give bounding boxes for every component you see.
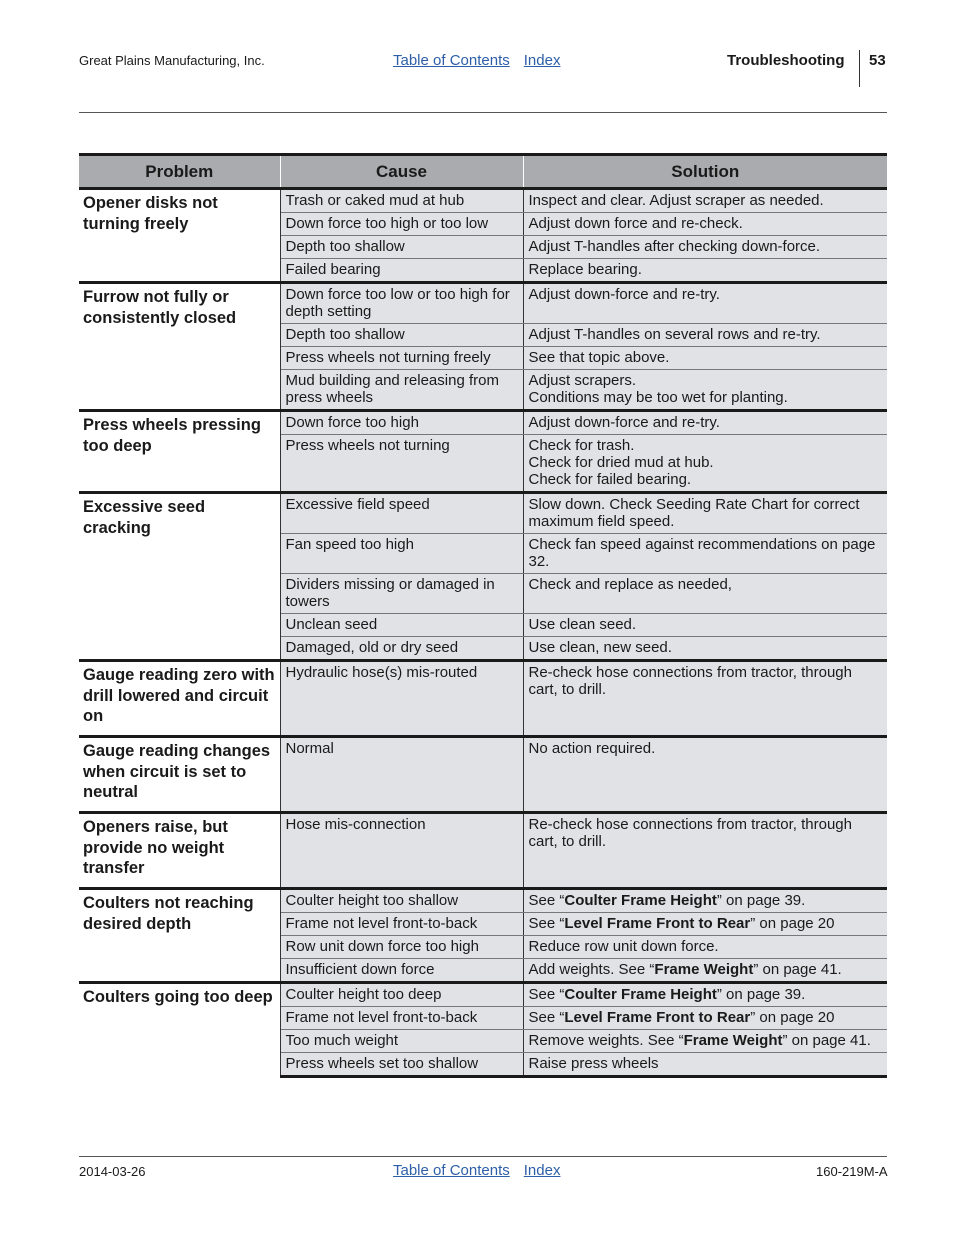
header-links [393, 52, 574, 69]
cause-cell: Down force too low or too high for depth setting [280, 283, 523, 324]
troubleshooting-table [79, 153, 887, 1078]
solution-line: Slow down. Check Seeding Rate Chart for correct maximum field speed. [528, 496, 860, 530]
problem-cell: Coulters not reaching desired depth [79, 889, 280, 983]
problem-cell: Opener disks not turning freely [79, 189, 280, 283]
cause-cell: Fan speed too high [280, 534, 523, 574]
solution-cell [523, 236, 887, 259]
header-index-link[interactable]: Index [523, 52, 561, 69]
solution-cell [523, 983, 887, 1007]
cause-cell: Hose mis-connection [280, 813, 523, 889]
solution-text: See “ [528, 1009, 565, 1026]
solution-cell [523, 534, 887, 574]
solution-line: Check for trash. [528, 437, 635, 454]
solution-cell [523, 1053, 887, 1077]
table-row [79, 411, 887, 435]
solution-line: Raise press wheels [528, 1055, 659, 1072]
solution-cell [523, 813, 887, 889]
cause-cell: Trash or caked mud at hub [280, 189, 523, 213]
solution-line: Reduce row unit down force. [528, 938, 719, 955]
cause-cell: Dividers missing or damaged in towers [280, 574, 523, 614]
problem-cell: Openers raise, but provide no weight transfer [79, 813, 280, 889]
solution-reference: Level Frame Front to Rear [564, 1009, 751, 1026]
solution-text: ” on page 41. [753, 961, 842, 978]
table-row [79, 889, 887, 913]
solution-line: No action required. [528, 740, 656, 757]
solution-text: Remove weights. See “ [528, 1032, 684, 1049]
solution-line: Check and replace as needed, [528, 576, 732, 593]
cause-cell: Normal [280, 737, 523, 813]
solution-text: Add weights. See “ [528, 961, 655, 978]
cause-cell: Too much weight [280, 1030, 523, 1053]
solution-line: Use clean seed. [528, 616, 637, 633]
cause-cell: Mud building and releasing from press wheels [280, 370, 523, 411]
solution-cell [523, 259, 887, 283]
cause-cell: Excessive field speed [280, 493, 523, 534]
solution-cell [523, 493, 887, 534]
solution-cell [523, 411, 887, 435]
header-toc-link[interactable]: Table of Contents [393, 52, 510, 69]
column-header-cause: Cause [280, 155, 523, 189]
solution-text: ” on page 20 [750, 1009, 835, 1026]
solution-reference: Frame Weight [683, 1032, 783, 1049]
table-row [79, 983, 887, 1007]
footer-toc-link[interactable]: Table of Contents [393, 1162, 510, 1179]
solution-line: Adjust T-handles on several rows and re-try. [528, 326, 821, 343]
solution-cell [523, 1007, 887, 1030]
table-header-row [79, 155, 887, 189]
cause-cell: Frame not level front-to-back [280, 913, 523, 936]
column-header-solution: Solution [523, 155, 887, 189]
solution-cell [523, 889, 887, 913]
cause-cell: Depth too shallow [280, 236, 523, 259]
solution-cell [523, 936, 887, 959]
footer-links [393, 1162, 574, 1179]
cause-cell: Down force too high [280, 411, 523, 435]
cause-cell: Insufficient down force [280, 959, 523, 983]
cause-cell: Failed bearing [280, 259, 523, 283]
column-header-problem: Problem [79, 155, 280, 189]
header-divider [859, 50, 860, 87]
solution-cell [523, 435, 887, 493]
solution-reference: Frame Weight [654, 961, 754, 978]
solution-cell [523, 959, 887, 983]
solution-cell [523, 347, 887, 370]
solution-text: ” on page 39. [716, 986, 806, 1003]
cause-cell: Coulter height too shallow [280, 889, 523, 913]
solution-reference: Level Frame Front to Rear [564, 915, 751, 932]
solution-cell [523, 614, 887, 637]
table-row [79, 661, 887, 737]
cause-cell: Coulter height too deep [280, 983, 523, 1007]
solution-line: Replace bearing. [528, 261, 642, 278]
solution-cell [523, 324, 887, 347]
header-company: Great Plains Manufacturing, Inc. [79, 53, 265, 68]
solution-line: Conditions may be too wet for planting. [528, 389, 788, 406]
problem-cell: Gauge reading changes when circuit is set to neutral [79, 737, 280, 813]
solution-cell [523, 637, 887, 661]
solution-text: See “ [528, 986, 565, 1003]
solution-text: ” on page 20 [750, 915, 835, 932]
solution-line: Check for failed bearing. [528, 471, 692, 488]
solution-cell [523, 1030, 887, 1053]
solution-line: Inspect and clear. Adjust scraper as needed. [528, 192, 824, 209]
solution-line: Use clean, new seed. [528, 639, 672, 656]
table-row [79, 283, 887, 324]
problem-cell: Furrow not fully or consistently closed [79, 283, 280, 411]
solution-cell [523, 370, 887, 411]
solution-text: ” on page 39. [716, 892, 806, 909]
solution-cell [523, 283, 887, 324]
cause-cell: Press wheels set too shallow [280, 1053, 523, 1077]
cause-cell: Hydraulic hose(s) mis-routed [280, 661, 523, 737]
solution-line: Adjust down-force and re-try. [528, 286, 720, 303]
solution-cell [523, 574, 887, 614]
problem-cell: Excessive seed cracking [79, 493, 280, 661]
solution-text: ” on page 41. [782, 1032, 871, 1049]
problem-cell: Coulters going too deep [79, 983, 280, 1077]
solution-line: See that topic above. [528, 349, 670, 366]
solution-cell [523, 661, 887, 737]
solution-text: See “ [528, 915, 565, 932]
table-row [79, 737, 887, 813]
table-row [79, 493, 887, 534]
cause-cell: Down force too high or too low [280, 213, 523, 236]
solution-text: See “ [528, 892, 565, 909]
solution-cell [523, 189, 887, 213]
footer-doc-number: 160-219M-A [816, 1164, 888, 1179]
footer-date: 2014-03-26 [79, 1164, 146, 1179]
solution-cell [523, 737, 887, 813]
solution-reference: Coulter Frame Height [564, 892, 717, 909]
solution-line: Adjust T-handles after checking down-force. [528, 238, 821, 255]
solution-line: Re-check hose connections from tractor, through cart, to drill. [528, 664, 852, 698]
table-row [79, 189, 887, 213]
footer-index-link[interactable]: Index [523, 1162, 561, 1179]
table-row [79, 813, 887, 889]
problem-cell: Gauge reading zero with drill lowered and circuit on [79, 661, 280, 737]
solution-cell [523, 913, 887, 936]
cause-cell: Press wheels not turning [280, 435, 523, 493]
cause-cell: Press wheels not turning freely [280, 347, 523, 370]
solution-line: Adjust down-force and re-try. [528, 414, 720, 431]
header-section-title: Troubleshooting [727, 52, 845, 69]
cause-cell: Depth too shallow [280, 324, 523, 347]
solution-line: Check for dried mud at hub. [528, 454, 714, 471]
solution-line: Re-check hose connections from tractor, through cart, to drill. [528, 816, 852, 850]
solution-reference: Coulter Frame Height [564, 986, 717, 1003]
solution-line: Adjust scrapers. [528, 372, 637, 389]
cause-cell: Damaged, old or dry seed [280, 637, 523, 661]
cause-cell: Unclean seed [280, 614, 523, 637]
cause-cell: Row unit down force too high [280, 936, 523, 959]
footer-rule [79, 1156, 887, 1157]
solution-cell [523, 213, 887, 236]
problem-cell: Press wheels pressing too deep [79, 411, 280, 493]
solution-line: Check fan speed against recommendations on page 32. [528, 536, 876, 570]
cause-cell: Frame not level front-to-back [280, 1007, 523, 1030]
header-rule [79, 112, 887, 113]
page-number: 53 [869, 52, 886, 69]
solution-line: Adjust down force and re-check. [528, 215, 743, 232]
table-body [79, 189, 887, 1077]
